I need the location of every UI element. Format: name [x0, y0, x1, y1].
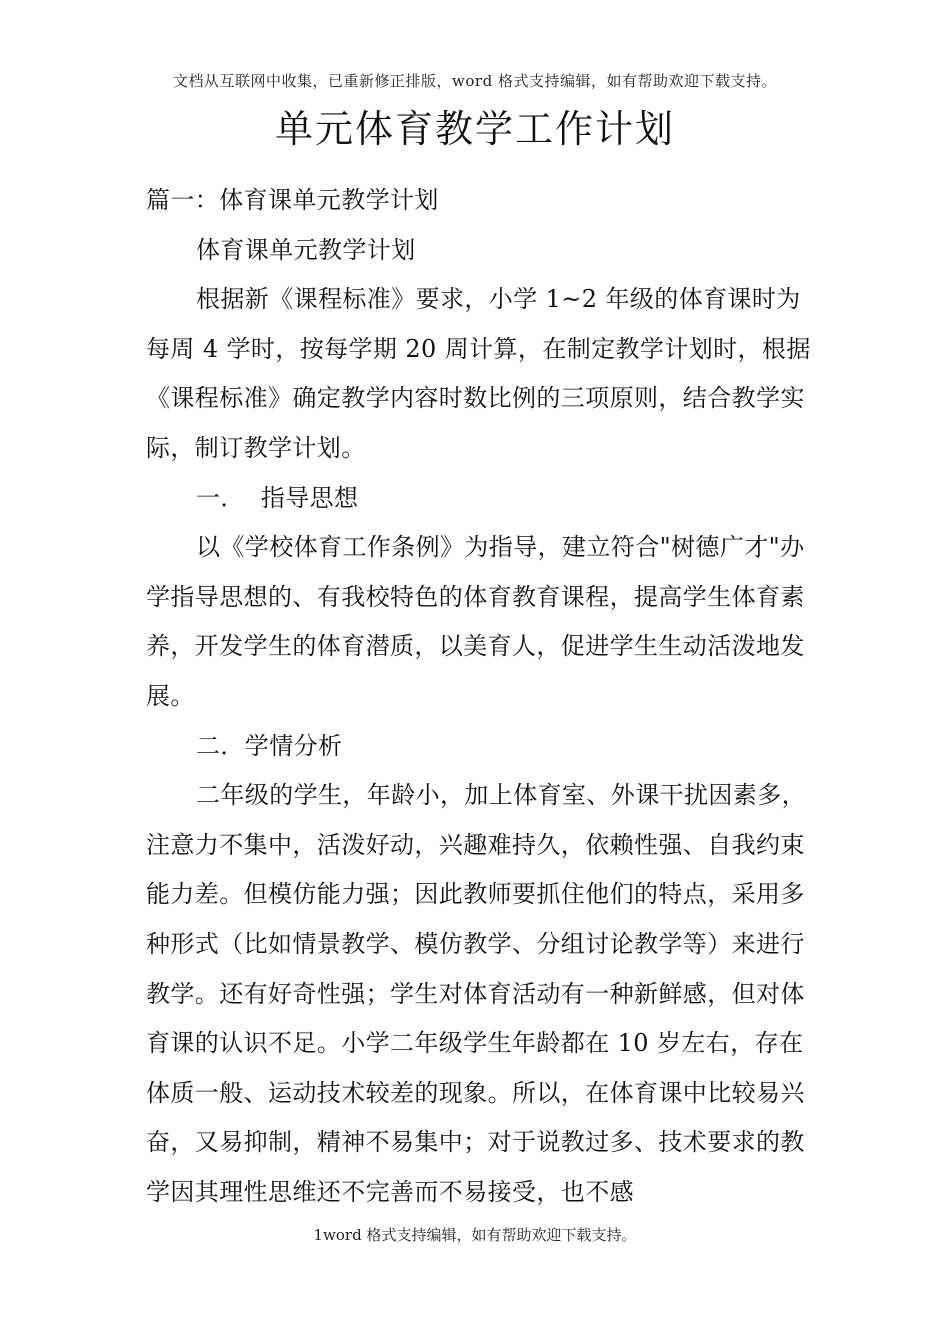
section1-heading: 一． 指导思想	[196, 483, 359, 512]
section2-paragraph: 二年级的学生，年龄小，加上体育室、外课干扰因素多，注意力不集中，活泼好动，兴趣难持久，依赖性强、自我约束能力差。但模仿能力强；因此教师要抓住他们的特点，采用多种形式（比如情景教学、模仿教学、分组讨论教学等）来进行教学。还有好奇性强；学生对体育活动有一种新鲜感，但对体育课的认识不足。小学二年级学生年龄都在 10 岁左右，存在体质一般、运动技术较差的现象。所以，在体育课中比较易兴奋，又易抑制，精神不易集中；对于说教过多、技术要求的教学因其理性思维还不完善而不易接受，也不感	[146, 781, 806, 1206]
page-footer: 1word 格式支持编辑，如有帮助欢迎下载支持。	[313, 1226, 637, 1244]
part-heading: 篇一：体育课单元教学计划	[146, 186, 439, 214]
section1-paragraph: 以《学校体育工作条例》为指导，建立符合"树德广才"办学指导思想的、有我校特色的体育教育课程，提高学生体育素养，开发学生的体育潜质，以美育人，促进学生生动活泼地发展。	[146, 533, 805, 710]
page-header: 文档从互联网中收集，已重新修正排版，word 格式支持编辑，如有帮助欢迎下载支持。	[173, 72, 777, 90]
section2-heading: 二．学情分析	[196, 731, 343, 760]
intro-paragraph: 根据新《课程标准》要求，小学 1~2 年级的体育课时为每周 4 学时，按每学期 20 周计算，在制定教学计划时，根据《课程标准》确定教学内容时数比例的三项原则，结合教学实际，制订教学计划。	[146, 285, 811, 462]
document-body	[146, 176, 818, 1217]
document-title: 单元体育教学工作计划	[274, 107, 675, 151]
section-subtitle: 体育课单元教学计划	[196, 235, 416, 264]
